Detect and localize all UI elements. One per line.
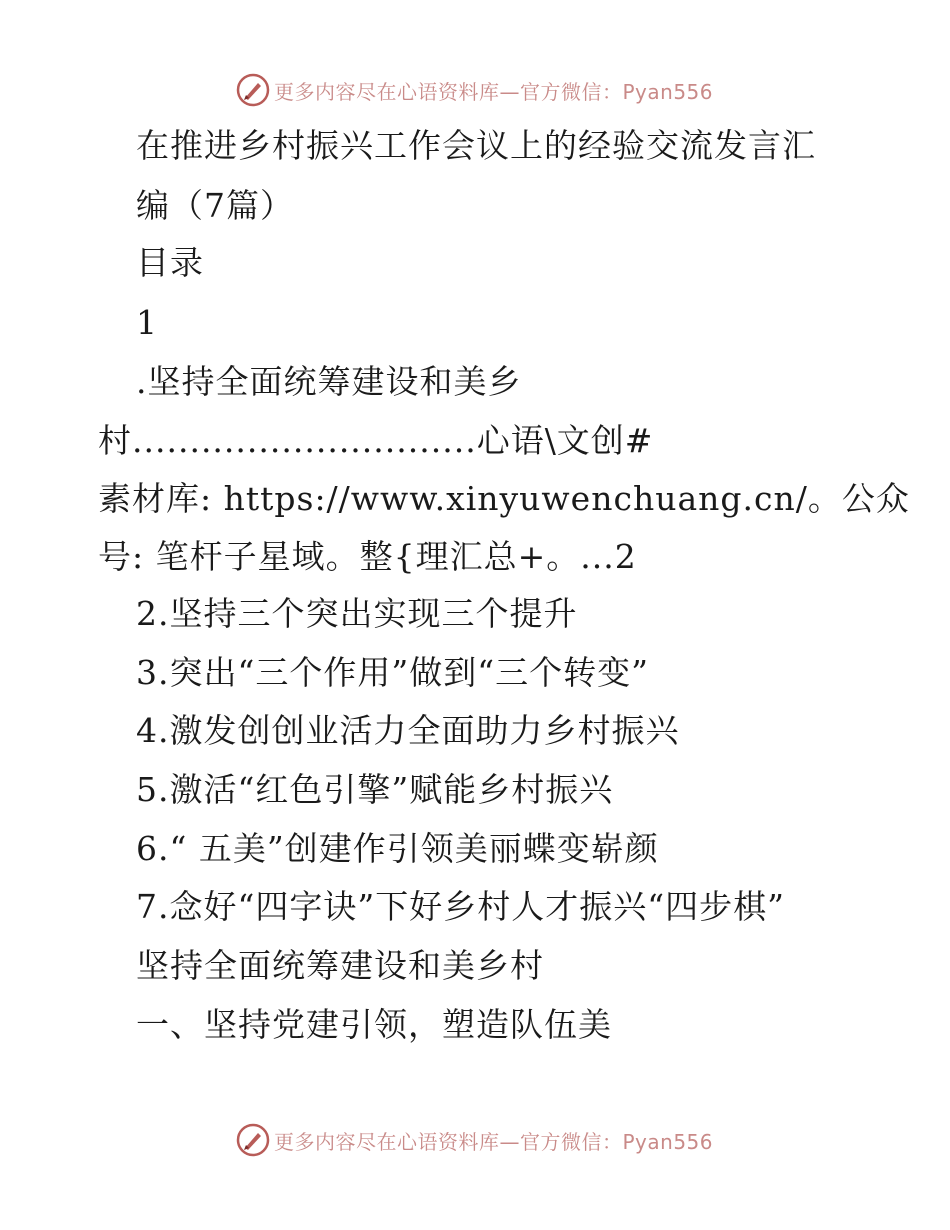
pen-logo-icon (236, 1123, 270, 1157)
toc-item: 6.“ 五美”创建作引领美丽蝶变崭颜 (136, 829, 659, 868)
header-watermark (236, 72, 713, 108)
toc-item: 3.突出“三个作用”做到“三个转变” (136, 653, 649, 692)
toc-item-1-line-4: 号: 笔杆子星域。整{理汇总+。...2 (98, 537, 637, 576)
watermark-text: 更多内容尽在心语资料库—官方微信：Pyan556 (274, 79, 714, 104)
document-title-line-2: 编（7篇） (136, 186, 294, 225)
footer-watermark (236, 1122, 713, 1158)
toc-item: 4.激发创创业活力全面助力乡村振兴 (136, 711, 680, 750)
watermark-text: 更多内容尽在心语资料库—官方微信：Pyan556 (274, 1129, 714, 1154)
pen-logo-icon (236, 73, 270, 107)
toc-item: 2.坚持三个突出实现三个提升 (136, 594, 578, 633)
toc-heading: 目录 (136, 243, 204, 282)
document-title-line-1: 在推进乡村振兴工作会议上的经验交流发言汇 (136, 126, 816, 165)
toc-number-1: 1 (136, 303, 158, 342)
toc-item-1-line-2: 村..............................心语\文创# (98, 421, 654, 460)
toc-item: 5.激活“红色引擎”赋能乡村振兴 (136, 770, 614, 809)
subsection-title: 一、坚持党建引领，塑造队伍美 (136, 1005, 612, 1044)
section-title: 坚持全面统筹建设和美乡村 (136, 946, 544, 985)
toc-item: 7.念好“四字诀”下好乡村人才振兴“四步棋” (136, 887, 785, 926)
toc-item-1-line-1: .坚持全面统筹建设和美乡 (136, 362, 522, 401)
toc-item-1-line-3: 素材库: https://www.xinyuwenchuang.cn/。公众 (98, 479, 910, 518)
